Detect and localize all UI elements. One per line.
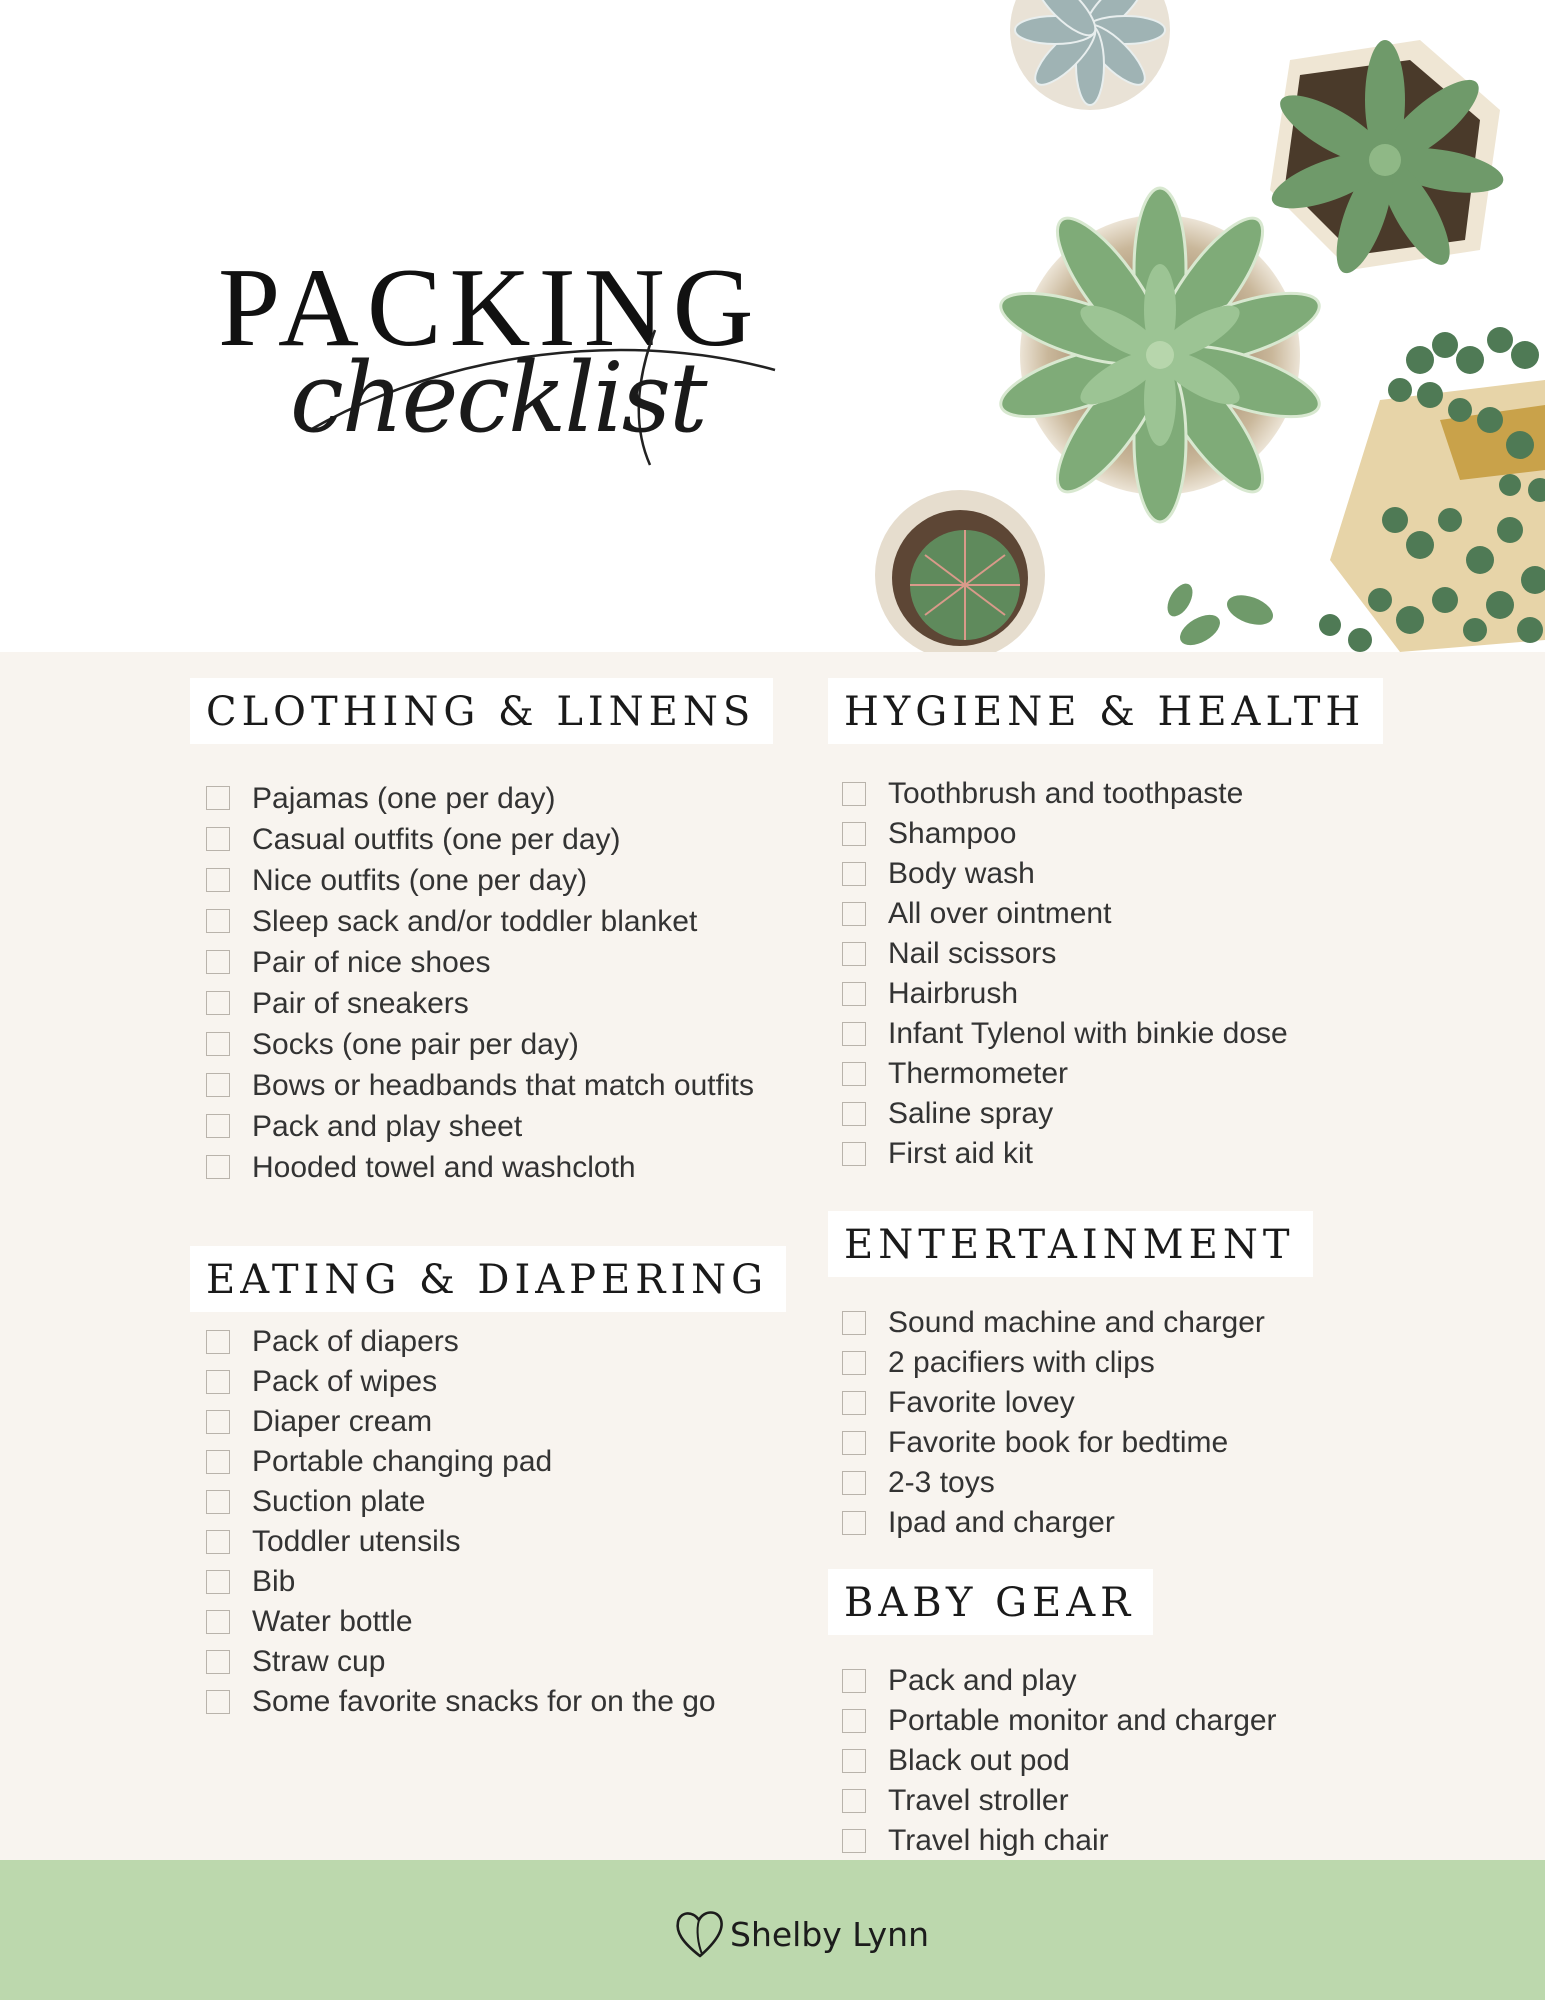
item-label: Pair of nice shoes	[252, 946, 491, 979]
item-label: Pack and play sheet	[252, 1110, 523, 1143]
checkbox[interactable]	[206, 1530, 230, 1554]
checklist	[842, 1661, 1277, 1861]
list-item	[206, 1522, 786, 1562]
checklist	[842, 1303, 1313, 1543]
item-label: Casual outfits (one per day)	[252, 823, 621, 856]
item-label: Favorite book for bedtime	[888, 1426, 1229, 1459]
item-label: Water bottle	[252, 1605, 413, 1638]
checkbox[interactable]	[842, 1789, 866, 1813]
list-item	[842, 1463, 1313, 1503]
list-item	[206, 1024, 773, 1065]
checkbox[interactable]	[842, 1311, 866, 1335]
checkbox[interactable]	[206, 786, 230, 810]
item-label: Sound machine and charger	[888, 1306, 1265, 1339]
list-item	[842, 1014, 1383, 1054]
checkbox[interactable]	[842, 1142, 866, 1166]
list-item	[842, 1054, 1383, 1094]
list-item	[206, 942, 773, 983]
item-label: Suction plate	[252, 1485, 426, 1518]
checkbox[interactable]	[842, 1391, 866, 1415]
item-label: Pair of sneakers	[252, 987, 469, 1020]
checkbox[interactable]	[842, 822, 866, 846]
item-label: Sleep sack and/or toddler blanket	[252, 905, 698, 938]
item-label: Pajamas (one per day)	[252, 782, 556, 815]
list-item	[842, 1781, 1277, 1821]
checkbox[interactable]	[842, 1102, 866, 1126]
checkbox[interactable]	[206, 1610, 230, 1634]
checklist	[842, 774, 1383, 1174]
footer-bar	[0, 1860, 1545, 2000]
checkbox[interactable]	[842, 1669, 866, 1693]
list-item	[842, 1661, 1277, 1701]
checkbox[interactable]	[206, 1155, 230, 1179]
checkbox[interactable]	[206, 1690, 230, 1714]
checkbox[interactable]	[842, 982, 866, 1006]
item-label: Ipad and charger	[888, 1506, 1115, 1539]
checkbox[interactable]	[206, 1370, 230, 1394]
item-label: Black out pod	[888, 1744, 1070, 1777]
list-item	[206, 819, 773, 860]
item-label: Nice outfits (one per day)	[252, 864, 588, 897]
checkbox[interactable]	[206, 1114, 230, 1138]
checkbox[interactable]	[842, 902, 866, 926]
list-item	[206, 983, 773, 1024]
checkbox[interactable]	[206, 868, 230, 892]
item-label: Portable monitor and charger	[888, 1704, 1277, 1737]
item-label: 2 pacifiers with clips	[888, 1346, 1155, 1379]
checkbox[interactable]	[206, 827, 230, 851]
item-label: Bows or headbands that match outfits	[252, 1069, 754, 1102]
item-label: Pack and play	[888, 1664, 1077, 1697]
item-label: Travel stroller	[888, 1784, 1069, 1817]
list-item	[206, 1065, 773, 1106]
item-label: 2-3 toys	[888, 1466, 995, 1499]
list-item	[206, 778, 773, 819]
checklist	[206, 778, 773, 1188]
list-item	[842, 1423, 1313, 1463]
item-label: Nail scissors	[888, 937, 1057, 970]
checkbox[interactable]	[206, 991, 230, 1015]
list-item	[842, 774, 1383, 814]
list-item	[842, 854, 1383, 894]
page-title: PACKING	[218, 246, 762, 370]
list-item	[206, 1106, 773, 1147]
list-item	[206, 1602, 786, 1642]
brand-logo	[672, 1906, 929, 1962]
section-entertainment	[828, 1211, 1313, 1543]
section-heading: HYGIENE & HEALTH	[828, 678, 1383, 744]
item-label: Bib	[252, 1565, 296, 1598]
list-item	[206, 1362, 786, 1402]
checklist	[206, 1322, 786, 1722]
list-item	[842, 814, 1383, 854]
list-item	[206, 860, 773, 901]
list-item	[842, 1383, 1313, 1423]
list-item	[206, 1562, 786, 1602]
list-item	[842, 934, 1383, 974]
checkbox[interactable]	[842, 862, 866, 886]
list-item	[206, 1322, 786, 1362]
item-label: Hooded towel and washcloth	[252, 1151, 636, 1184]
checkbox[interactable]	[206, 1073, 230, 1097]
list-item	[842, 974, 1383, 1014]
checkbox[interactable]	[842, 1471, 866, 1495]
item-label: Favorite lovey	[888, 1386, 1075, 1419]
list-item	[842, 1701, 1277, 1741]
item-label: Saline spray	[888, 1097, 1054, 1130]
item-label: Body wash	[888, 857, 1035, 890]
item-label: Straw cup	[252, 1645, 386, 1678]
section-heading: ENTERTAINMENT	[828, 1211, 1313, 1277]
list-item	[206, 1482, 786, 1522]
checkbox[interactable]	[842, 1351, 866, 1375]
list-item	[842, 894, 1383, 934]
item-label: Socks (one pair per day)	[252, 1028, 579, 1061]
item-label: Travel high chair	[888, 1824, 1109, 1857]
heart-icon	[672, 1906, 728, 1962]
checkbox[interactable]	[206, 1490, 230, 1514]
brand-name: Shelby Lynn	[730, 1914, 930, 1954]
section-heading: EATING & DIAPERING	[190, 1246, 786, 1312]
checkbox[interactable]	[842, 1709, 866, 1733]
checkbox[interactable]	[206, 909, 230, 933]
checkbox[interactable]	[842, 942, 866, 966]
section-hygiene-health	[828, 678, 1383, 1174]
list-item	[842, 1503, 1313, 1543]
list-item	[206, 1402, 786, 1442]
item-label: Shampoo	[888, 817, 1017, 850]
checkbox[interactable]	[206, 1570, 230, 1594]
list-item	[206, 1147, 773, 1188]
section-clothing-linens	[190, 678, 773, 1188]
item-label: Infant Tylenol with binkie dose	[888, 1017, 1288, 1050]
section-heading: BABY GEAR	[828, 1569, 1153, 1635]
checkbox[interactable]	[206, 950, 230, 974]
list-item	[842, 1134, 1383, 1174]
item-label: Some favorite snacks for on the go	[252, 1685, 716, 1718]
list-item	[842, 1343, 1313, 1383]
checkbox[interactable]	[842, 1431, 866, 1455]
checkbox[interactable]	[206, 1450, 230, 1474]
list-item	[842, 1741, 1277, 1781]
list-item	[206, 901, 773, 942]
checkbox[interactable]	[206, 1410, 230, 1434]
checkbox[interactable]	[206, 1650, 230, 1674]
list-item	[842, 1821, 1277, 1861]
checkbox[interactable]	[842, 1062, 866, 1086]
page-subtitle: checklist	[290, 342, 706, 454]
checkbox[interactable]	[842, 1022, 866, 1046]
list-item	[842, 1094, 1383, 1134]
checkbox[interactable]	[206, 1032, 230, 1056]
item-label: Pack of diapers	[252, 1325, 459, 1358]
item-label: Pack of wipes	[252, 1365, 438, 1398]
item-label: Diaper cream	[252, 1405, 433, 1438]
section-eating-diapering	[190, 1246, 786, 1722]
item-label: First aid kit	[888, 1137, 1034, 1170]
item-label: Hairbrush	[888, 977, 1019, 1010]
list-item	[206, 1682, 786, 1722]
item-label: Toddler utensils	[252, 1525, 461, 1558]
checkbox[interactable]	[842, 1749, 866, 1773]
section-baby-gear	[828, 1569, 1277, 1861]
item-label: Portable changing pad	[252, 1445, 553, 1478]
section-heading: CLOTHING & LINENS	[190, 678, 773, 744]
checkbox[interactable]	[206, 1330, 230, 1354]
item-label: Toothbrush and toothpaste	[888, 777, 1244, 810]
list-item	[206, 1442, 786, 1482]
checkbox[interactable]	[842, 782, 866, 806]
list-item	[842, 1303, 1313, 1343]
checkbox[interactable]	[842, 1829, 866, 1853]
checkbox[interactable]	[842, 1511, 866, 1535]
header-banner	[0, 0, 1545, 652]
item-label: Thermometer	[888, 1057, 1069, 1090]
item-label: All over ointment	[888, 897, 1112, 930]
list-item	[206, 1642, 786, 1682]
